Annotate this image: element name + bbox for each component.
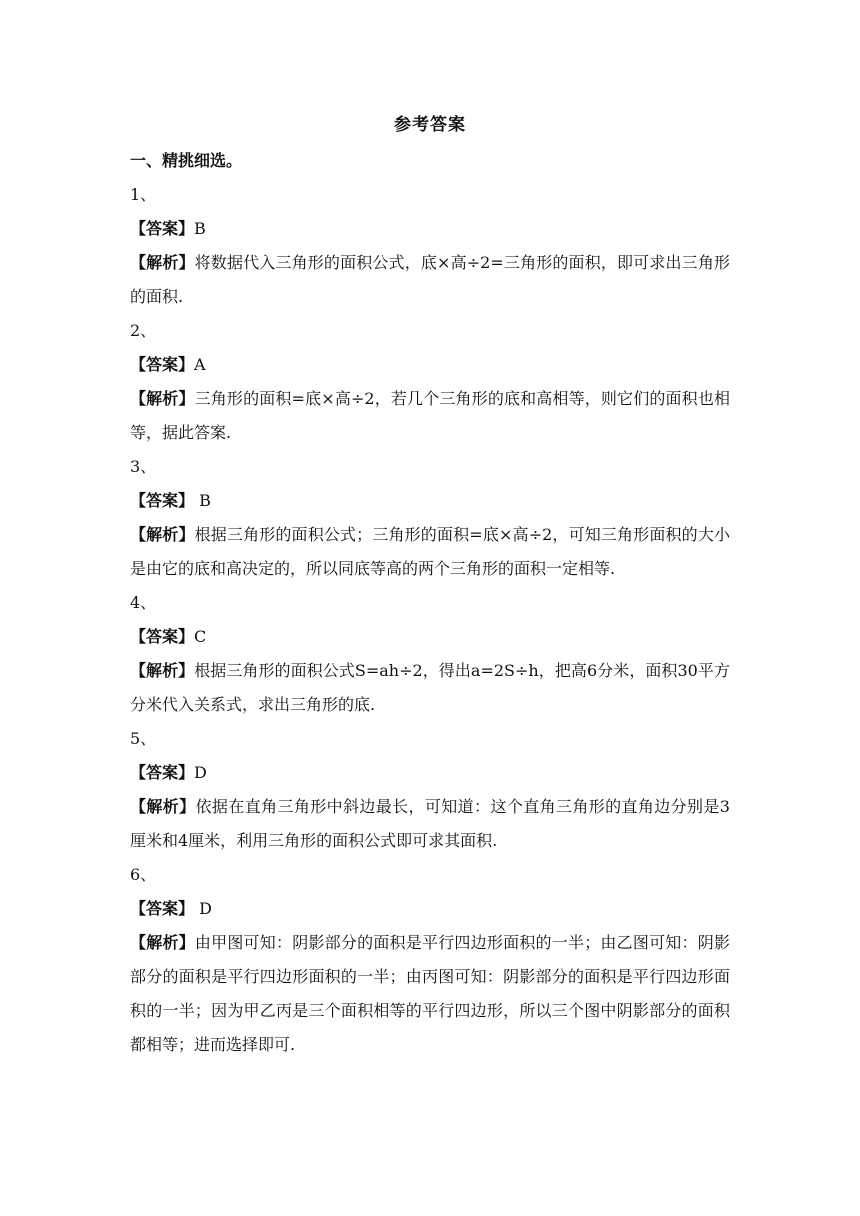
answer-value: C <box>194 627 207 646</box>
analysis-tag: 【解析】 <box>130 253 195 272</box>
answer-tag: 【答案】 <box>130 491 195 510</box>
analysis-line <box>130 246 730 314</box>
analysis-text: 由甲图可知：阴影部分的面积是平行四边形面积的一半；由乙图可知：阴影部分的面积是平行四边形面积的一半；由丙图可知：阴影部分的面积是平行四边形面积的一半；因为甲乙丙是三个面积相等的平行四边形，所以三个图中阴影部分的面积都相等；进而选择即可. <box>130 933 730 1054</box>
answer-value: D <box>194 899 212 918</box>
answer-value: B <box>194 491 211 510</box>
page-title: 参考答案 <box>394 115 466 135</box>
analysis-line <box>130 790 730 858</box>
question-number: 1、 <box>130 185 157 204</box>
answer-line <box>130 348 730 382</box>
analysis-line <box>130 926 730 1062</box>
analysis-text: 依据在直角三角形中斜边最长，可知道：这个直角三角形的直角边分别是3厘米和4厘米，利用三角形的面积公式即可求其面积. <box>130 797 730 850</box>
answer-line <box>130 620 730 654</box>
answer-value: D <box>194 763 207 782</box>
answer-tag: 【答案】 <box>130 355 195 374</box>
answer-line <box>130 892 730 926</box>
answer-line <box>130 756 730 790</box>
question-block-3 <box>130 450 730 586</box>
analysis-tag: 【解析】 <box>130 797 196 816</box>
answer-tag: 【答案】 <box>130 627 195 646</box>
question-block-1 <box>130 178 730 314</box>
answer-value: B <box>194 219 206 238</box>
analysis-text: 根据三角形的面积公式；三角形的面积=底×高÷2，可知三角形面积的大小是由它的底和高决定的，所以同底等高的两个三角形的面积一定相等. <box>130 525 730 578</box>
analysis-line <box>130 654 730 722</box>
question-number: 6、 <box>130 865 157 884</box>
answer-tag: 【答案】 <box>130 219 195 238</box>
question-number: 3、 <box>130 457 157 476</box>
question-block-5 <box>130 722 730 858</box>
answer-line <box>130 212 730 246</box>
question-block-4 <box>130 586 730 722</box>
answer-value: A <box>194 355 206 374</box>
answer-tag: 【答案】 <box>130 899 195 918</box>
section-heading: 一、精挑细选。 <box>130 151 243 170</box>
question-number: 5、 <box>130 729 157 748</box>
analysis-tag: 【解析】 <box>130 525 195 544</box>
question-block-6 <box>130 858 730 1062</box>
answer-line <box>130 484 730 518</box>
analysis-text: 三角形的面积=底×高÷2，若几个三角形的底和高相等，则它们的面积也相等，据此答案. <box>130 389 730 442</box>
question-number: 2、 <box>130 321 157 340</box>
analysis-text: 根据三角形的面积公式S=ah÷2，得出a=2S÷h，把高6分米，面积30平方分米代入关系式，求出三角形的底. <box>130 661 730 714</box>
analysis-tag: 【解析】 <box>130 661 195 680</box>
analysis-tag: 【解析】 <box>130 933 195 952</box>
analysis-text: 将数据代入三角形的面积公式，底×高÷2=三角形的面积，即可求出三角形的面积. <box>130 253 730 306</box>
question-number: 4、 <box>130 593 157 612</box>
analysis-tag: 【解析】 <box>130 389 195 408</box>
answer-tag: 【答案】 <box>130 763 195 782</box>
answer-content <box>130 144 730 1062</box>
analysis-line <box>130 518 730 586</box>
question-block-2 <box>130 314 730 450</box>
analysis-line <box>130 382 730 450</box>
